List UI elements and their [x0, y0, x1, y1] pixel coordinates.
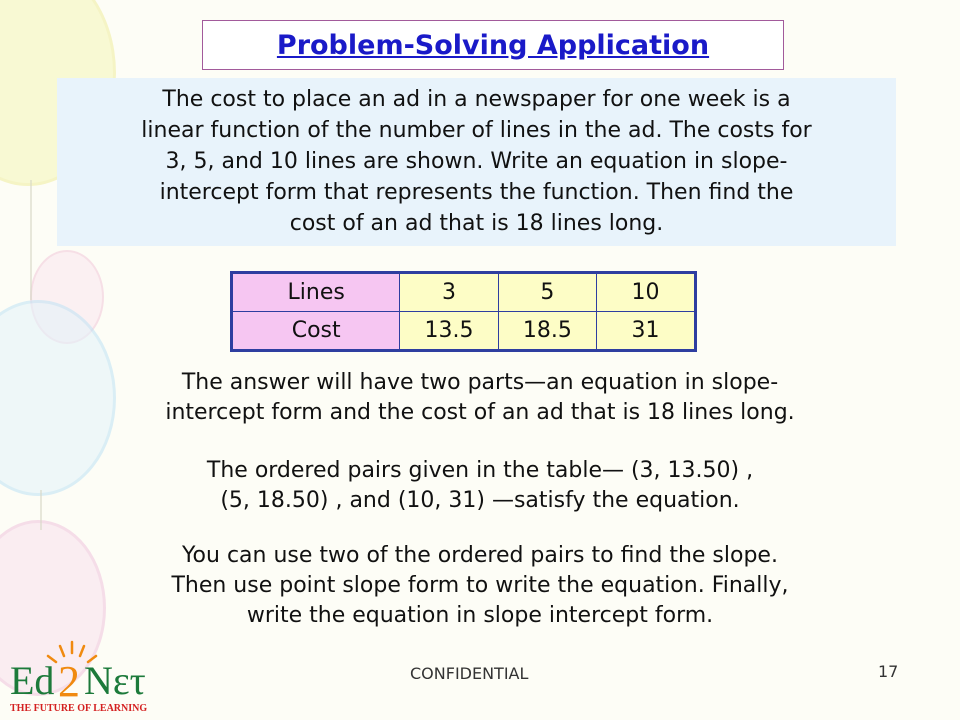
table-cell: 5 — [498, 273, 596, 312]
svg-text:Nετ: Nετ — [84, 658, 146, 703]
problem-line: intercept form that represents the function. Then find the — [159, 180, 794, 205]
answer-parts-paragraph — [60, 368, 900, 428]
problem-line: cost of an ad that is 18 lines long. — [289, 211, 664, 236]
table-cell: 31 — [596, 312, 695, 351]
decorative-balloon-string — [40, 490, 42, 530]
problem-line: The cost to place an ad in a newspaper for one week is a — [162, 87, 791, 112]
confidential-label: CONFIDENTIAL — [410, 664, 529, 683]
paragraph-line: You can use two of the ordered pairs to find the slope. — [182, 543, 778, 568]
solution-plan-paragraph — [60, 541, 900, 631]
table-cell: 18.5 — [498, 312, 596, 351]
ordered-pairs-paragraph — [60, 456, 900, 516]
table-row-cost — [232, 312, 696, 351]
page-title: Problem-Solving Application — [276, 29, 710, 61]
svg-text:Ed: Ed — [10, 658, 55, 703]
page-number: 17 — [878, 662, 899, 681]
problem-line: linear function of the number of lines in the ad. The costs for — [141, 118, 812, 143]
lines-cost-table — [230, 271, 697, 352]
logo-tagline: THE FUTURE OF LEARNING — [10, 703, 148, 714]
paragraph-line: Then use point slope form to write the equation. Finally, — [171, 573, 789, 598]
table-row-lines — [232, 273, 696, 312]
paragraph-line: The answer will have two parts—an equation in slope- — [181, 370, 779, 395]
table-cell: 3 — [400, 273, 498, 312]
table-header-lines: Lines — [232, 273, 400, 312]
ed2net-logo — [6, 640, 156, 716]
table-header-cost: Cost — [232, 312, 400, 351]
paragraph-line: write the equation in slope intercept form. — [246, 603, 714, 628]
svg-text:2: 2 — [58, 657, 80, 706]
problem-statement — [57, 78, 896, 246]
title-box — [202, 20, 784, 70]
table-cell: 13.5 — [400, 312, 498, 351]
problem-line: 3, 5, and 10 lines are shown. Write an equation in slope- — [165, 149, 788, 174]
logo-graphic — [6, 640, 156, 716]
decorative-balloon-string — [30, 180, 32, 300]
paragraph-line: The ordered pairs given in the table— (3, 13.50) , — [206, 458, 754, 483]
paragraph-line: (5, 18.50) , and (10, 31) —satisfy the equation. — [220, 488, 740, 513]
paragraph-line: intercept form and the cost of an ad that is 18 lines long. — [165, 400, 795, 425]
table-cell: 10 — [596, 273, 695, 312]
